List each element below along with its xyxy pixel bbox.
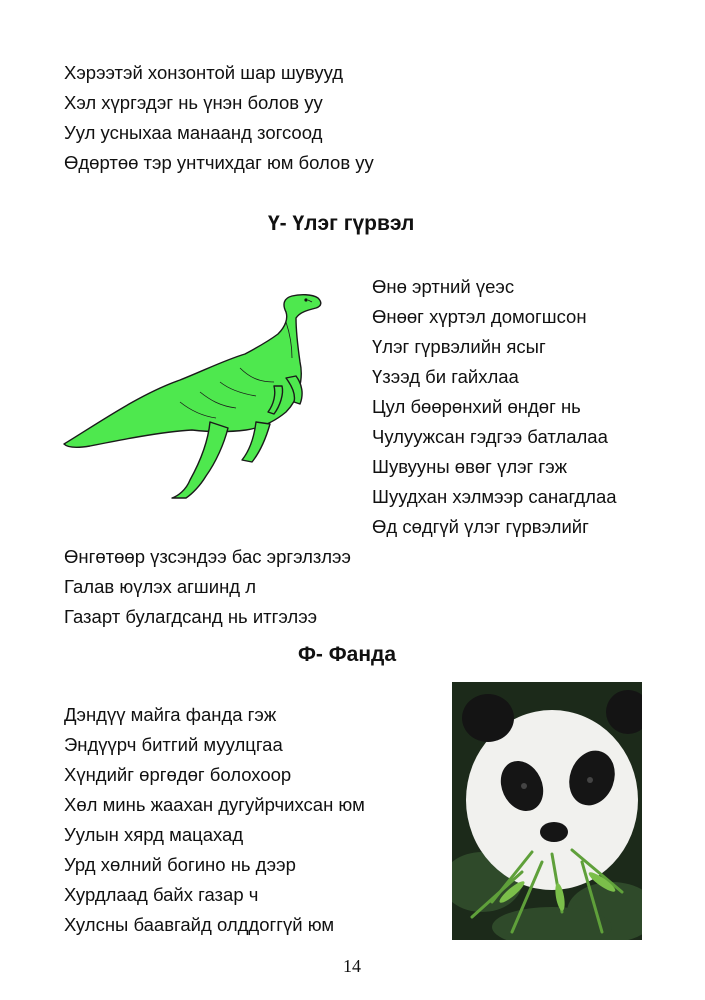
poem-line: Хэрээтэй хонзонтой шар шувууд: [64, 62, 344, 83]
poem-line: Өнө эртний үеэс: [372, 276, 515, 297]
poem-line: Уул усныхаа манаанд зогсоод: [64, 122, 323, 143]
dinosaur-back-leg: [172, 422, 228, 498]
poem-line: Хулсны баавгайд олддоггүй юм: [64, 914, 335, 935]
panda-photo: [452, 682, 642, 940]
poem-line: Үзээд би гайхлаа: [372, 366, 519, 387]
poem-line: Чулуужсан гэдгээ батлалаа: [372, 426, 608, 447]
poem-line: Үлэг гүрвэлийн ясыг: [372, 336, 546, 357]
poem-line: Эндүүрч битгий муулцгаа: [64, 734, 283, 755]
poem-line: Хөл минь жаахан дугуйрчихсан юм: [64, 794, 365, 815]
dinosaur-illustration: [60, 282, 350, 512]
poem-line: Өд сөдгүй үлэг гүрвэлийг: [372, 516, 589, 537]
poem-line: Өнөөг хүртэл домогшсон: [372, 306, 587, 327]
dinosaur-body: [64, 295, 321, 448]
poem-line: Өдөртөө тэр унтчихдаг юм болов уу: [64, 152, 374, 173]
poem-line: Урд хөлний богино нь дээр: [64, 854, 296, 875]
panda-ear: [462, 694, 514, 742]
panda-nose: [540, 822, 568, 842]
panda-eye: [587, 777, 593, 783]
poem-line: Өнгөтөөр үзсэндээ бас эргэлзлээ: [64, 546, 351, 567]
section-heading-dinosaur: Ү- Үлэг гүрвэл: [268, 212, 415, 235]
poem-line: Уулын хярд мацахад: [64, 824, 244, 845]
page-number: 14: [343, 956, 361, 976]
poem-line: Цул бөөрөнхий өндөг нь: [372, 396, 581, 417]
poem-line: Хурдлаад байх газар ч: [64, 884, 259, 905]
panda-eye: [521, 783, 527, 789]
poem-line: Шувууны өвөг үлэг гэж: [372, 456, 568, 477]
poem-line: Хэл хүргэдэг нь үнэн болов уу: [64, 92, 323, 113]
poem-line: Галав юүлэх агшинд л: [64, 576, 257, 597]
poem-line: Газарт булагдсанд нь итгэлээ: [64, 606, 318, 627]
dinosaur-eye: [304, 298, 307, 301]
section-heading-panda: Ф- Фанда: [298, 643, 397, 666]
poem-line: Шуудхан хэлмээр санагдлаа: [372, 486, 617, 507]
poem-line: Дэндүү майга фанда гэж: [64, 704, 277, 725]
poem-line: Хүндийг өргөдөг болохоор: [64, 764, 292, 785]
